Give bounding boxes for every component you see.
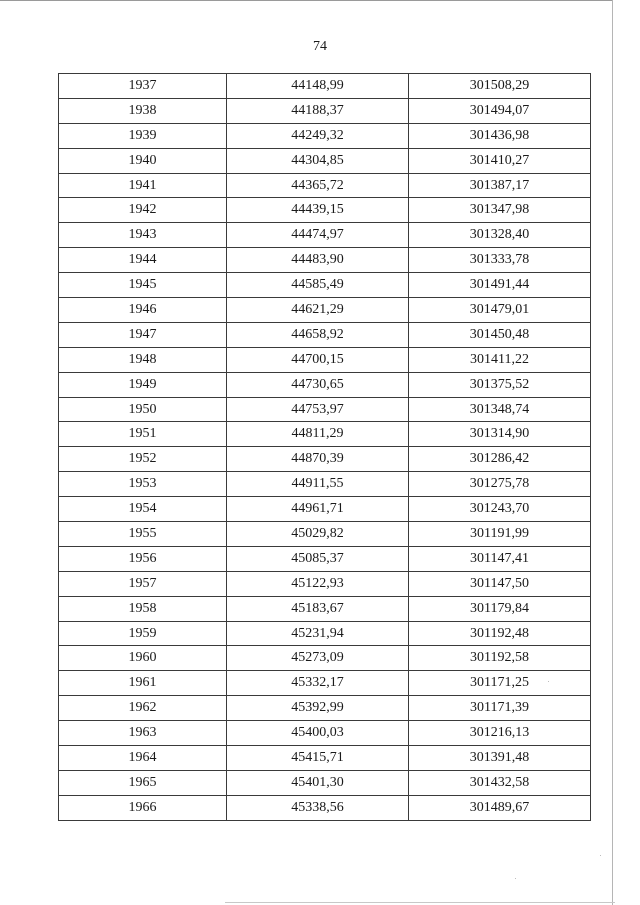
value-b-cell: 301411,22 — [409, 347, 591, 372]
data-table — [58, 73, 591, 821]
year-cell: 1955 — [59, 522, 227, 547]
year-cell: 1944 — [59, 248, 227, 273]
year-cell: 1948 — [59, 347, 227, 372]
value-a-cell: 44911,55 — [227, 472, 409, 497]
year-cell: 1963 — [59, 721, 227, 746]
year-cell: 1961 — [59, 671, 227, 696]
scan-edge-bottom — [225, 902, 615, 903]
year-cell: 1949 — [59, 372, 227, 397]
value-b-cell: 301375,52 — [409, 372, 591, 397]
value-a-cell: 44148,99 — [227, 74, 409, 99]
value-b-cell: 301491,44 — [409, 273, 591, 298]
year-cell: 1957 — [59, 571, 227, 596]
table-row — [59, 347, 591, 372]
value-b-cell: 301243,70 — [409, 497, 591, 522]
value-a-cell: 44474,97 — [227, 223, 409, 248]
value-a-cell: 45401,30 — [227, 770, 409, 795]
year-cell: 1941 — [59, 173, 227, 198]
value-a-cell: 45400,03 — [227, 721, 409, 746]
table-row — [59, 571, 591, 596]
year-cell: 1966 — [59, 795, 227, 820]
year-cell: 1952 — [59, 447, 227, 472]
value-a-cell: 44658,92 — [227, 322, 409, 347]
value-b-cell: 301192,58 — [409, 646, 591, 671]
value-b-cell: 301328,40 — [409, 223, 591, 248]
table-row — [59, 646, 591, 671]
value-b-cell: 301410,27 — [409, 148, 591, 173]
table-row — [59, 472, 591, 497]
value-b-cell: 301179,84 — [409, 596, 591, 621]
value-a-cell: 44961,71 — [227, 497, 409, 522]
value-a-cell: 45273,09 — [227, 646, 409, 671]
scan-speck — [600, 855, 601, 856]
table-row — [59, 671, 591, 696]
table-row — [59, 696, 591, 721]
value-b-cell: 301347,98 — [409, 198, 591, 223]
value-b-cell: 301286,42 — [409, 447, 591, 472]
value-b-cell: 301436,98 — [409, 123, 591, 148]
year-cell: 1962 — [59, 696, 227, 721]
year-cell: 1947 — [59, 322, 227, 347]
year-cell: 1946 — [59, 298, 227, 323]
value-b-cell: 301171,39 — [409, 696, 591, 721]
value-a-cell: 44188,37 — [227, 98, 409, 123]
value-a-cell: 44249,32 — [227, 123, 409, 148]
table-row — [59, 173, 591, 198]
table-row — [59, 223, 591, 248]
value-a-cell: 45338,56 — [227, 795, 409, 820]
table-row — [59, 298, 591, 323]
value-a-cell: 44585,49 — [227, 273, 409, 298]
table-row — [59, 621, 591, 646]
value-a-cell: 44304,85 — [227, 148, 409, 173]
scan-speck — [515, 878, 516, 879]
value-b-cell: 301387,17 — [409, 173, 591, 198]
value-b-cell: 301494,07 — [409, 98, 591, 123]
year-cell: 1953 — [59, 472, 227, 497]
table-row — [59, 322, 591, 347]
value-b-cell: 301450,48 — [409, 322, 591, 347]
table-row — [59, 596, 591, 621]
year-cell: 1956 — [59, 546, 227, 571]
year-cell: 1939 — [59, 123, 227, 148]
table-body — [59, 74, 591, 821]
value-a-cell: 45332,17 — [227, 671, 409, 696]
table-row — [59, 770, 591, 795]
value-a-cell: 45415,71 — [227, 746, 409, 771]
value-b-cell: 301147,50 — [409, 571, 591, 596]
table-row — [59, 546, 591, 571]
table-row — [59, 74, 591, 99]
value-a-cell: 45122,93 — [227, 571, 409, 596]
value-a-cell: 44439,15 — [227, 198, 409, 223]
value-b-cell: 301192,48 — [409, 621, 591, 646]
table-row — [59, 795, 591, 820]
year-cell: 1940 — [59, 148, 227, 173]
value-a-cell: 45183,67 — [227, 596, 409, 621]
table-row — [59, 198, 591, 223]
year-cell: 1943 — [59, 223, 227, 248]
table-row — [59, 98, 591, 123]
year-cell: 1964 — [59, 746, 227, 771]
value-b-cell: 301391,48 — [409, 746, 591, 771]
scan-edge-right — [612, 0, 613, 905]
table-row — [59, 721, 591, 746]
value-b-cell: 301479,01 — [409, 298, 591, 323]
scan-edge-top — [0, 0, 612, 1]
value-b-cell: 301508,29 — [409, 74, 591, 99]
value-b-cell: 301216,13 — [409, 721, 591, 746]
value-b-cell: 301333,78 — [409, 248, 591, 273]
value-b-cell: 301275,78 — [409, 472, 591, 497]
year-cell: 1942 — [59, 198, 227, 223]
year-cell: 1959 — [59, 621, 227, 646]
table-row — [59, 372, 591, 397]
table-row — [59, 422, 591, 447]
table-row — [59, 522, 591, 547]
table-row — [59, 148, 591, 173]
table-row — [59, 746, 591, 771]
value-a-cell: 45085,37 — [227, 546, 409, 571]
table-row — [59, 397, 591, 422]
value-a-cell: 44753,97 — [227, 397, 409, 422]
year-cell: 1951 — [59, 422, 227, 447]
value-a-cell: 44483,90 — [227, 248, 409, 273]
year-cell: 1938 — [59, 98, 227, 123]
year-cell: 1960 — [59, 646, 227, 671]
value-a-cell: 44811,29 — [227, 422, 409, 447]
value-a-cell: 44365,72 — [227, 173, 409, 198]
value-a-cell: 44730,65 — [227, 372, 409, 397]
value-a-cell: 44700,15 — [227, 347, 409, 372]
value-b-cell: 301348,74 — [409, 397, 591, 422]
value-a-cell: 44621,29 — [227, 298, 409, 323]
table-row — [59, 248, 591, 273]
value-a-cell: 44870,39 — [227, 447, 409, 472]
year-cell: 1945 — [59, 273, 227, 298]
scan-speck — [548, 681, 549, 682]
value-b-cell: 301147,41 — [409, 546, 591, 571]
value-b-cell: 301489,67 — [409, 795, 591, 820]
year-cell: 1965 — [59, 770, 227, 795]
year-cell: 1954 — [59, 497, 227, 522]
value-b-cell: 301171,25 — [409, 671, 591, 696]
table-row — [59, 447, 591, 472]
value-a-cell: 45392,99 — [227, 696, 409, 721]
value-b-cell: 301314,90 — [409, 422, 591, 447]
value-a-cell: 45231,94 — [227, 621, 409, 646]
year-cell: 1958 — [59, 596, 227, 621]
value-a-cell: 45029,82 — [227, 522, 409, 547]
year-cell: 1937 — [59, 74, 227, 99]
year-cell: 1950 — [59, 397, 227, 422]
value-b-cell: 301432,58 — [409, 770, 591, 795]
table-row — [59, 497, 591, 522]
page-number: 74 — [313, 39, 327, 54]
table-row — [59, 273, 591, 298]
value-b-cell: 301191,99 — [409, 522, 591, 547]
table-row — [59, 123, 591, 148]
